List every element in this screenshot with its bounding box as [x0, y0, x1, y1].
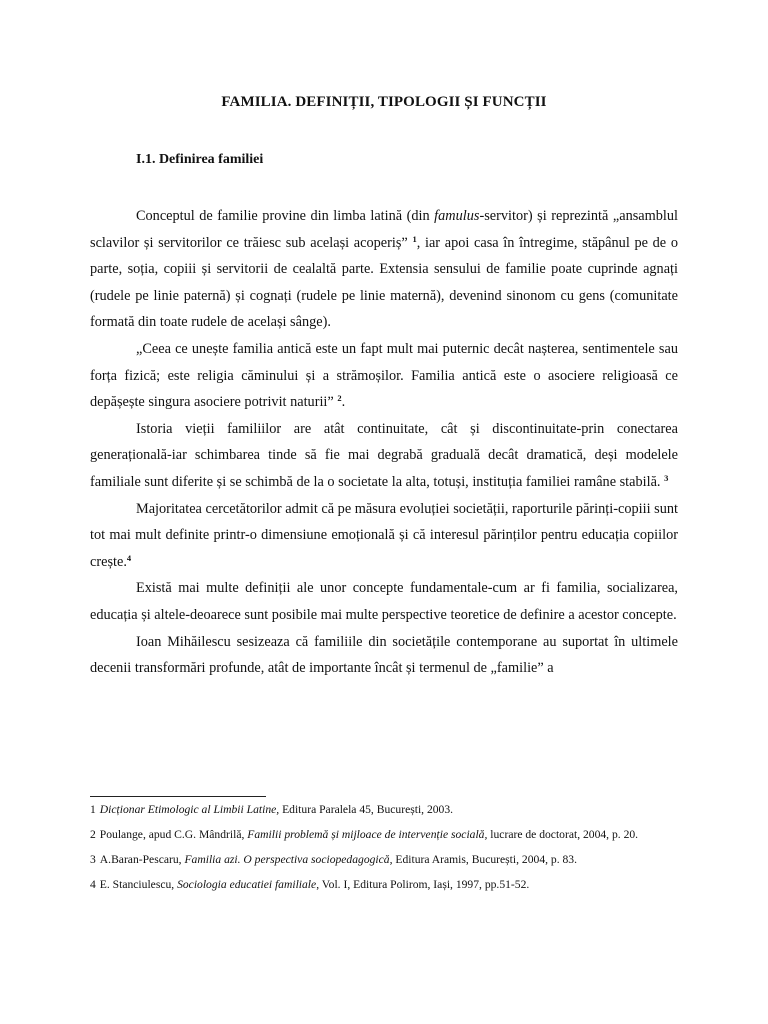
footnote-text: Editura Aramis, București, 2004, p. 83. [392, 853, 577, 866]
footnote-title: Sociologia educatiei familiale [177, 878, 317, 891]
footnote-number: 1 [90, 803, 96, 816]
footnote-divider [90, 796, 266, 797]
paragraph-text: . [341, 394, 346, 411]
footnote-title: Familia azi. O perspectiva sociopedagogică, [184, 853, 393, 866]
paragraph-quote [90, 336, 678, 416]
footnote-number: 2 [90, 828, 96, 841]
paragraph-text: Conceptul de familie provine din limba latină (din [136, 208, 435, 224]
paragraph-history [90, 416, 678, 496]
paragraph-definitions [90, 575, 678, 628]
document-title: FAMILIA. DEFINIȚII, TIPOLOGII ȘI FUNCȚII [221, 94, 547, 110]
body-text [90, 203, 678, 682]
footnote-number: 3 [90, 853, 96, 866]
paragraph-text: Istoria vieții familiilor are atât continuitate, cât și discontinuitate-prin conectarea generațională-iar schimbarea tinde să fie mai degrabă graduală decât dramatică, deși modelele familiale sunt diferite și se schimbă de la o societate la alta, totuși, instituția familiei ramâne stabilă. [90, 420, 678, 490]
footnote-text: , Vol. I, Editura Polirom, Iași, 1997, pp.51-52. [316, 878, 530, 891]
footnotes [90, 802, 690, 902]
footnote-ref-4[interactable]: 4 [126, 552, 132, 563]
paragraph-text: Există mai multe definiții ale unor concepte fundamentale-cum ar fi familia, socializarea, educația și altele-deoarece sunt posibile mai multe perspective teoretice de definire a acestor concepte. [90, 580, 678, 623]
footnote-title: Dicționar Etimologic al Limbii Latine, [99, 803, 280, 816]
paragraph-researchers [90, 496, 678, 576]
footnote-text: E. Stanciulescu, [99, 878, 178, 891]
footnote-text: Poulange, apud C.G. Mândrilă, [99, 828, 248, 841]
paragraph-text: „Ceea ce unește familia antică este un fapt mult mai puternic decât nașterea, sentimentele sau forța fizică; este religia căminului și a strămoșilor. Familia antică este o asociere religioasă ce depășește singura asociere potrivit naturii” [90, 340, 678, 411]
footnote-ref-1[interactable]: 1 [412, 233, 417, 244]
footnote-2 [90, 827, 690, 842]
footnote-ref-2[interactable]: 2 [337, 393, 342, 404]
footnote-3 [90, 852, 690, 867]
paragraph-mihailescu [90, 629, 678, 682]
footnote-text: Editura Paralela 45, București, 2003. [279, 803, 454, 816]
paragraph-etymology [90, 203, 678, 336]
footnote-text: A.Baran-Pescaru, [99, 853, 185, 866]
paragraph-text: Ioan Mihăilescu sesizeaza că familiile din societățile contemporane au suportat în ultimele decenii transformări profunde, atât de importante încât și termenul de „familie” a [90, 633, 678, 677]
footnote-text: lucrare de doctorat, 2004, p. 20. [487, 828, 639, 841]
paragraph-text: -servitor) și reprezintă „ansamblul sclavilor și servitorilor ce trăiesc sub același acoperiș” [90, 208, 678, 251]
footnote-4 [90, 877, 690, 892]
paragraph-text: , iar apoi casa în întregime, stăpânul pe de o parte, soția, copiii și servitorii de cealaltă parte. Extensia sensului de familie poate cuprinde agnați (rudele pe linie paternă) și cognați (rudele pe linie maternă), devenind sinonom cu gens (comunitate formată din toate rudele de același sânge). [90, 234, 678, 331]
footnote-1 [90, 802, 690, 817]
section-heading: I.1. Definirea familiei [136, 152, 264, 167]
latin-term: famulus [434, 208, 480, 224]
footnote-title: Familii problemă și mijloace de intervenție socială, [247, 828, 488, 841]
footnote-number: 4 [90, 878, 96, 891]
paragraph-text: Majoritatea cercetătorilor admit că pe măsura evoluției societății, raporturile părinți-copiii sunt tot mai mult definite printr-o dimensiune emoțională și că interesul părinților pentru educația copiilor crește. [90, 500, 678, 570]
footnote-ref-3[interactable]: 3 [664, 472, 669, 483]
